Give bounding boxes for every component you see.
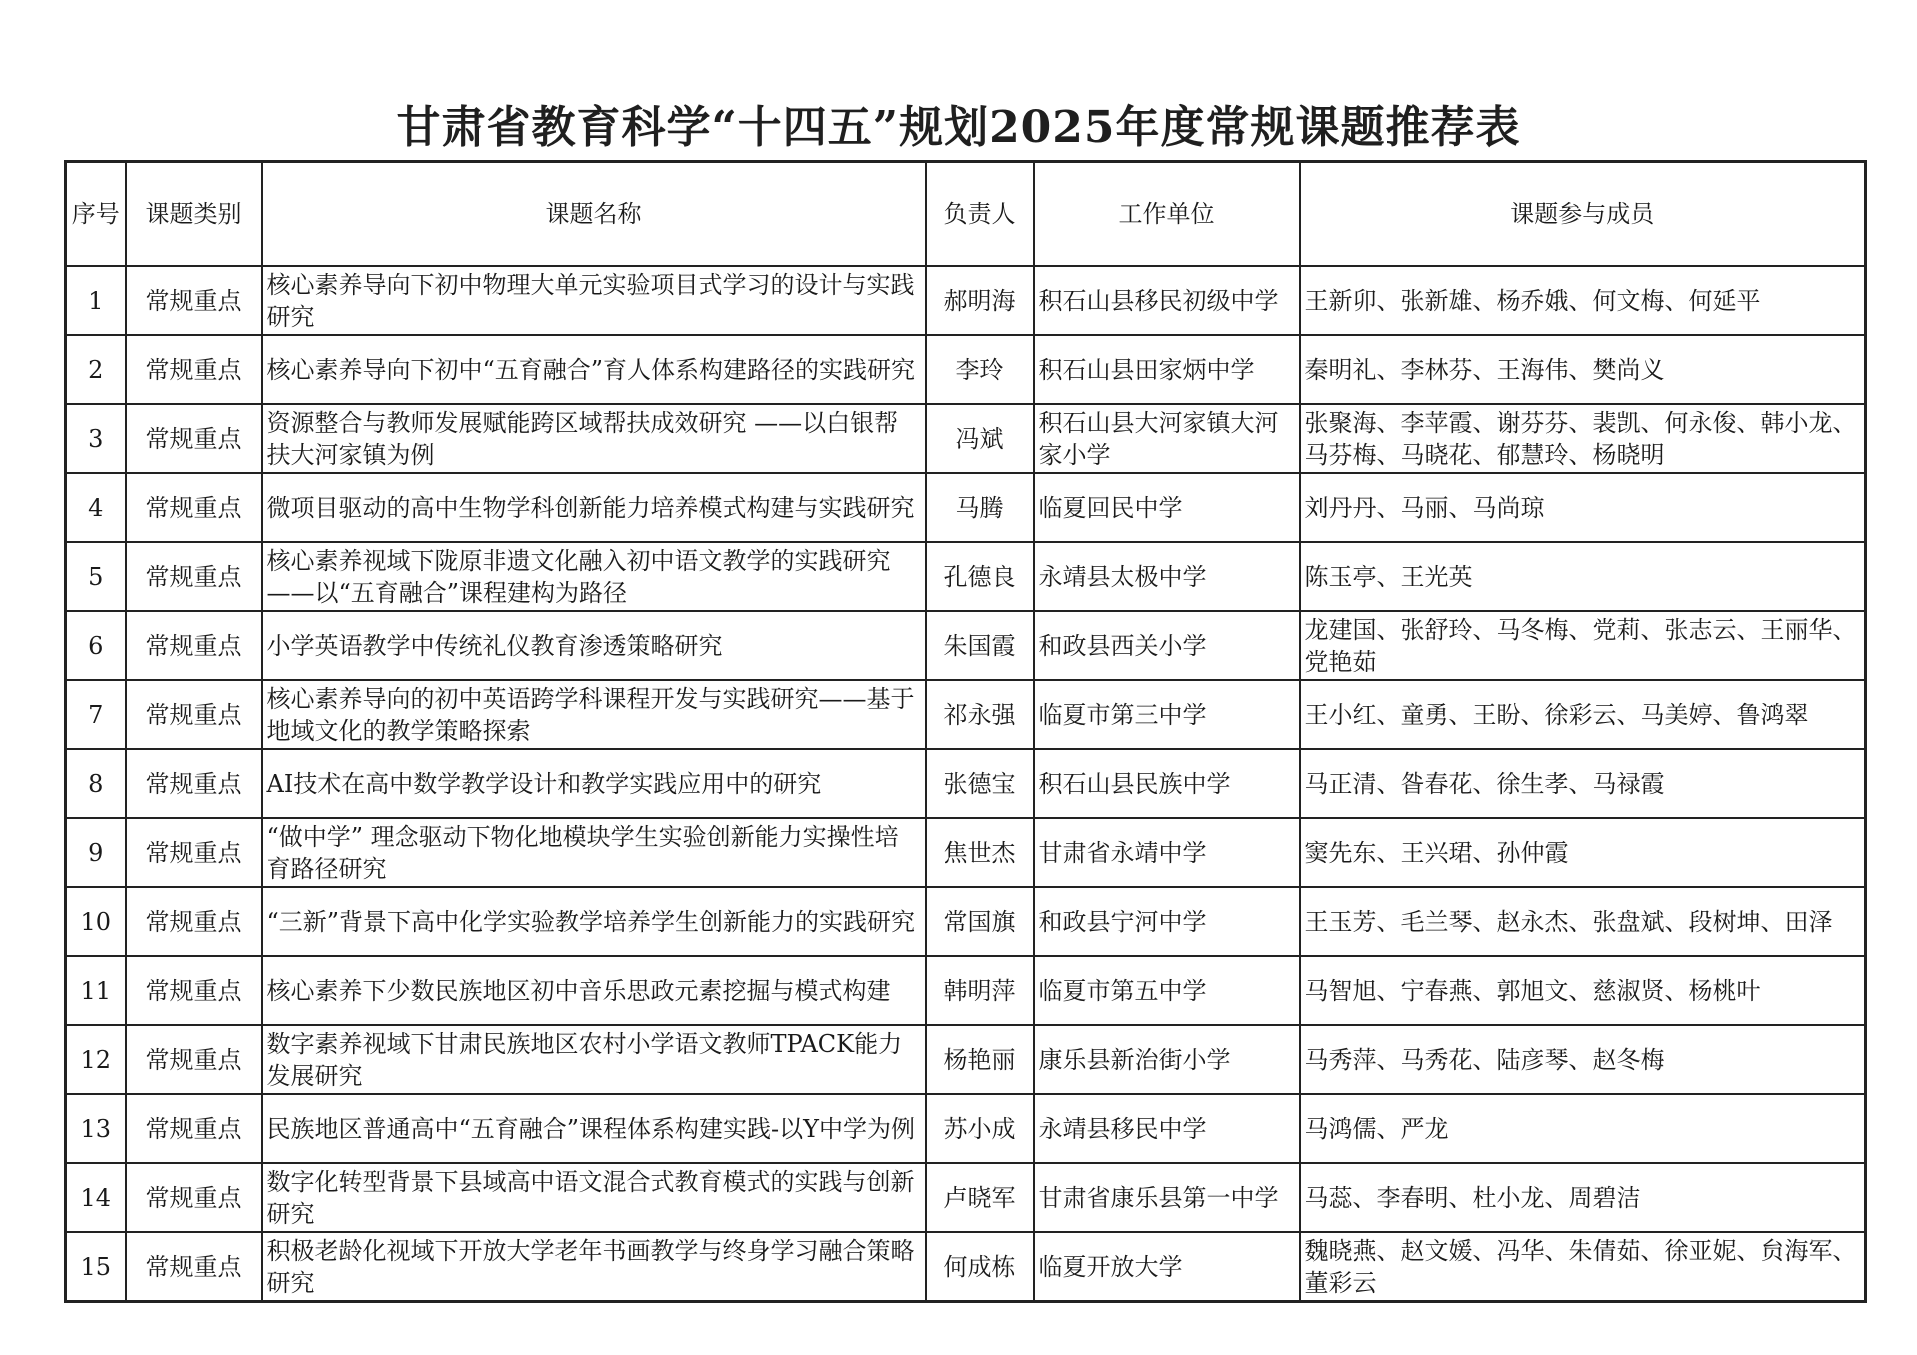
row-category: 常规重点 (126, 266, 262, 335)
row-category: 常规重点 (126, 749, 262, 818)
table-row (66, 473, 1866, 542)
row-unit: 临夏市第三中学 (1034, 680, 1300, 749)
row-num: 9 (66, 818, 126, 887)
row-members: 马鸿儒、严龙 (1300, 1094, 1866, 1163)
row-leader: 韩明萍 (926, 956, 1034, 1025)
row-category: 常规重点 (126, 818, 262, 887)
row-num: 4 (66, 473, 126, 542)
row-category: 常规重点 (126, 335, 262, 404)
row-members: 陈玉亭、王光英 (1300, 542, 1866, 611)
row-category: 常规重点 (126, 404, 262, 473)
row-num: 15 (66, 1232, 126, 1302)
row-topic-name: 核心素养视域下陇原非遗文化融入初中语文教学的实践研究——以“五育融合”课程建构为路径 (262, 542, 926, 611)
row-members: 马蕊、李春明、杜小龙、周碧洁 (1300, 1163, 1866, 1232)
row-num: 1 (66, 266, 126, 335)
row-members: 马秀萍、马秀花、陆彦琴、赵冬梅 (1300, 1025, 1866, 1094)
table-row (66, 404, 1866, 473)
row-unit: 甘肃省永靖中学 (1034, 818, 1300, 887)
row-category: 常规重点 (126, 1232, 262, 1302)
row-unit: 康乐县新治街小学 (1034, 1025, 1300, 1094)
table-row (66, 1025, 1866, 1094)
row-topic-name: 数字素养视域下甘肃民族地区农村小学语文教师TPACK能力发展研究 (262, 1025, 926, 1094)
row-unit: 临夏市第五中学 (1034, 956, 1300, 1025)
row-topic-name: 小学英语教学中传统礼仪教育渗透策略研究 (262, 611, 926, 680)
row-members: 秦明礼、李林芬、王海伟、樊尚义 (1300, 335, 1866, 404)
row-members: 王小红、童勇、王盼、徐彩云、马美婷、鲁鸿翠 (1300, 680, 1866, 749)
row-num: 6 (66, 611, 126, 680)
row-unit: 积石山县田家炳中学 (1034, 335, 1300, 404)
row-leader: 焦世杰 (926, 818, 1034, 887)
row-members: 龙建国、张舒玲、马冬梅、党莉、张志云、王丽华、党艳茹 (1300, 611, 1866, 680)
row-topic-name: 资源整合与教师发展赋能跨区域帮扶成效研究 ——以白银帮扶大河家镇为例 (262, 404, 926, 473)
row-num: 8 (66, 749, 126, 818)
row-category: 常规重点 (126, 956, 262, 1025)
row-topic-name: 核心素养导向的初中英语跨学科课程开发与实践研究——基于地域文化的教学策略探索 (262, 680, 926, 749)
row-topic-name: “三新”背景下高中化学实验教学培养学生创新能力的实践研究 (262, 887, 926, 956)
row-leader: 杨艳丽 (926, 1025, 1034, 1094)
row-members: 王玉芳、毛兰琴、赵永杰、张盘斌、段树坤、田泽 (1300, 887, 1866, 956)
header-members: 课题参与成员 (1300, 162, 1866, 267)
header-category: 课题类别 (126, 162, 262, 267)
table-row (66, 335, 1866, 404)
row-category: 常规重点 (126, 887, 262, 956)
row-leader: 卢晓军 (926, 1163, 1034, 1232)
row-num: 5 (66, 542, 126, 611)
page-title: 甘肃省教育科学“十四五”规划2025年度常规课题推荐表 (396, 102, 1521, 153)
header-leader: 负责人 (926, 162, 1034, 267)
table-row (66, 266, 1866, 335)
row-unit: 临夏开放大学 (1034, 1232, 1300, 1302)
table-row (66, 1094, 1866, 1163)
row-topic-name: 数字化转型背景下县域高中语文混合式教育模式的实践与创新研究 (262, 1163, 926, 1232)
row-leader: 冯斌 (926, 404, 1034, 473)
row-num: 11 (66, 956, 126, 1025)
row-members: 魏晓燕、赵文媛、冯华、朱倩茹、徐亚妮、贠海军、董彩云 (1300, 1232, 1866, 1302)
row-unit: 永靖县移民中学 (1034, 1094, 1300, 1163)
row-unit: 和政县西关小学 (1034, 611, 1300, 680)
header-name: 课题名称 (262, 162, 926, 267)
row-unit: 积石山县大河家镇大河家小学 (1034, 404, 1300, 473)
row-category: 常规重点 (126, 542, 262, 611)
row-leader: 郝明海 (926, 266, 1034, 335)
row-members: 窦先东、王兴珺、孙仲霞 (1300, 818, 1866, 887)
row-topic-name: 核心素养导向下初中“五育融合”育人体系构建路径的实践研究 (262, 335, 926, 404)
row-topic-name: 微项目驱动的高中生物学科创新能力培养模式构建与实践研究 (262, 473, 926, 542)
recommendation-table (64, 160, 1867, 1303)
row-unit: 和政县宁河中学 (1034, 887, 1300, 956)
row-category: 常规重点 (126, 473, 262, 542)
table-row (66, 680, 1866, 749)
row-category: 常规重点 (126, 1025, 262, 1094)
row-num: 2 (66, 335, 126, 404)
header-num: 序号 (66, 162, 126, 267)
row-category: 常规重点 (126, 1163, 262, 1232)
row-topic-name: “做中学” 理念驱动下物化地模块学生实验创新能力实操性培育路径研究 (262, 818, 926, 887)
row-unit: 积石山县移民初级中学 (1034, 266, 1300, 335)
table-row (66, 818, 1866, 887)
row-category: 常规重点 (126, 680, 262, 749)
table-row (66, 887, 1866, 956)
table-header-row (66, 162, 1866, 267)
row-leader: 何成栋 (926, 1232, 1034, 1302)
row-leader: 朱国霞 (926, 611, 1034, 680)
row-leader: 常国旗 (926, 887, 1034, 956)
table-row (66, 1232, 1866, 1302)
table-row (66, 1163, 1866, 1232)
row-num: 7 (66, 680, 126, 749)
row-members: 张聚海、李苹霞、谢芬芬、裴凯、何永俊、韩小龙、马芬梅、马晓花、郁慧玲、杨晓明 (1300, 404, 1866, 473)
row-topic-name: 核心素养下少数民族地区初中音乐思政元素挖掘与模式构建 (262, 956, 926, 1025)
row-category: 常规重点 (126, 1094, 262, 1163)
row-topic-name: 积极老龄化视域下开放大学老年书画教学与终身学习融合策略研究 (262, 1232, 926, 1302)
row-leader: 李玲 (926, 335, 1034, 404)
row-unit: 积石山县民族中学 (1034, 749, 1300, 818)
row-leader: 孔德良 (926, 542, 1034, 611)
row-num: 13 (66, 1094, 126, 1163)
row-num: 10 (66, 887, 126, 956)
row-leader: 祁永强 (926, 680, 1034, 749)
row-unit: 永靖县太极中学 (1034, 542, 1300, 611)
row-leader: 苏小成 (926, 1094, 1034, 1163)
table-row (66, 749, 1866, 818)
row-leader: 马腾 (926, 473, 1034, 542)
row-num: 3 (66, 404, 126, 473)
row-category: 常规重点 (126, 611, 262, 680)
row-topic-name: 核心素养导向下初中物理大单元实验项目式学习的设计与实践研究 (262, 266, 926, 335)
row-topic-name: 民族地区普通高中“五育融合”课程体系构建实践-以Y中学为例 (262, 1094, 926, 1163)
row-members: 马正清、昝春花、徐生孝、马禄霞 (1300, 749, 1866, 818)
row-unit: 临夏回民中学 (1034, 473, 1300, 542)
row-num: 14 (66, 1163, 126, 1232)
row-members: 王新卯、张新雄、杨乔娥、何文梅、何延平 (1300, 266, 1866, 335)
header-unit: 工作单位 (1034, 162, 1300, 267)
row-topic-name: AI技术在高中数学教学设计和教学实践应用中的研究 (262, 749, 926, 818)
table-row (66, 611, 1866, 680)
row-unit: 甘肃省康乐县第一中学 (1034, 1163, 1300, 1232)
row-leader: 张德宝 (926, 749, 1034, 818)
table-row (66, 956, 1866, 1025)
row-members: 马智旭、宁春燕、郭旭文、慈淑贤、杨桃叶 (1300, 956, 1866, 1025)
row-members: 刘丹丹、马丽、马尚琼 (1300, 473, 1866, 542)
row-num: 12 (66, 1025, 126, 1094)
table-row (66, 542, 1866, 611)
